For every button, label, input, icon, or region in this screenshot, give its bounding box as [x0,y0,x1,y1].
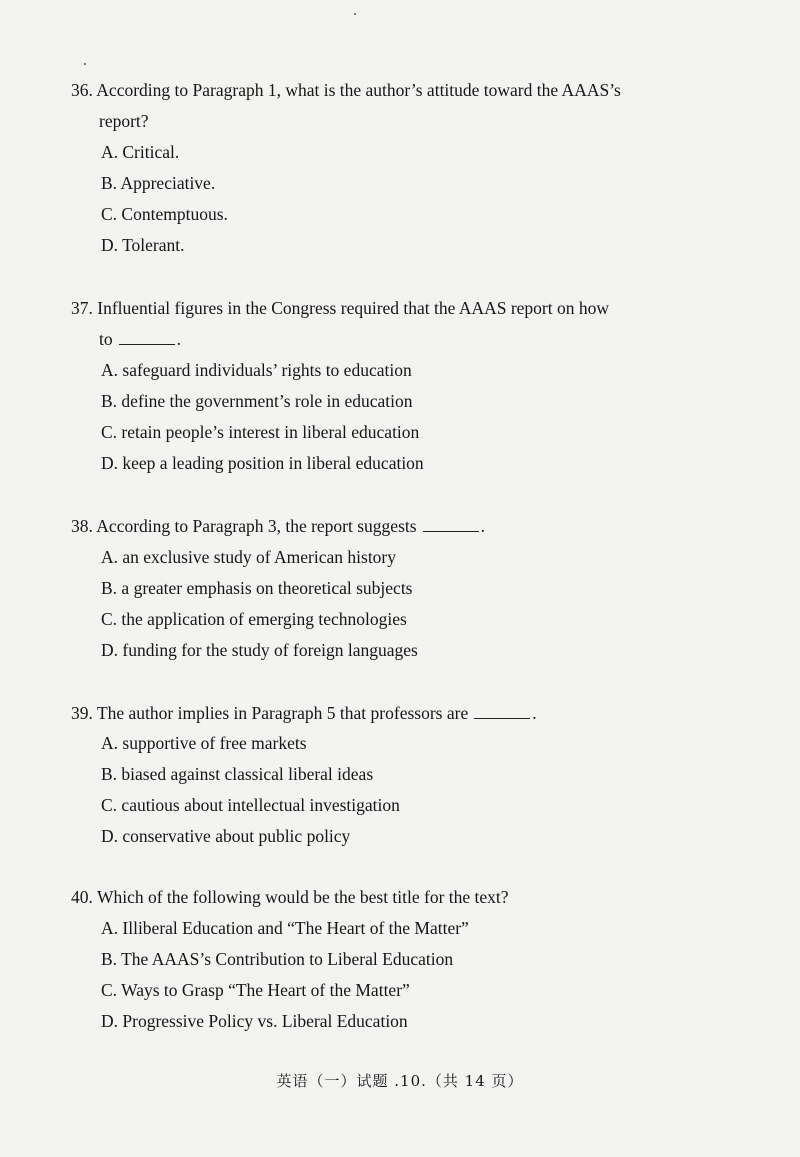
option-b[interactable]: B. Appreciative. [101,173,216,193]
question-number: 36. [71,80,93,100]
option-c[interactable]: C. Ways to Grasp “The Heart of the Matter” [101,980,410,1000]
option-d[interactable]: D. funding for the study of foreign languages [101,640,418,660]
option-b[interactable]: B. define the government’s role in education [101,391,413,411]
option-d[interactable]: D. conservative about public policy [101,826,351,846]
option-d[interactable]: D. Progressive Policy vs. Liberal Education [101,1011,408,1031]
question-stem-continuation: report? [99,111,149,131]
question-stem [71,698,537,729]
option-b[interactable]: B. The AAAS’s Contribution to Liberal Education [101,949,454,969]
option-c[interactable]: C. cautious about intellectual investigation [101,795,400,815]
question-text: Influential figures in the Congress required that the AAAS report on how [97,298,610,318]
option-a[interactable]: A. Illiberal Education and “The Heart of the Matter” [101,918,469,938]
question-text: According to Paragraph 1, what is the author’s attitude toward the AAAS’s [96,80,621,100]
answer-blank [119,329,175,345]
question-stem-continuation [99,324,181,355]
option-a[interactable]: A. safeguard individuals’ rights to education [101,360,412,380]
option-a[interactable]: A. supportive of free markets [101,733,307,753]
option-d[interactable]: D. keep a leading position in liberal education [101,453,424,473]
option-c[interactable]: C. retain people’s interest in liberal education [101,422,420,442]
option-c[interactable]: C. the application of emerging technologies [101,609,407,629]
question-number: 37. [71,298,93,318]
option-b[interactable]: B. a greater emphasis on theoretical subjects [101,578,413,598]
question-stem [71,75,621,106]
option-d[interactable]: D. Tolerant. [101,235,185,255]
question-text: The author implies in Paragraph 5 that professors are [96,703,469,723]
option-c[interactable]: C. Contemptuous. [101,204,228,224]
period: . [480,516,485,536]
answer-blank [423,516,479,532]
question-stem [71,511,485,542]
question-stem [71,882,509,913]
option-a[interactable]: A. an exclusive study of American history [101,547,397,567]
question-number: 40. [71,887,93,907]
option-a[interactable]: A. Critical. [101,142,180,162]
question-text: According to Paragraph 3, the report suggests [96,516,417,536]
scan-speck [354,13,356,15]
question-stem [71,293,609,324]
option-b[interactable]: B. biased against classical liberal ideas [101,764,374,784]
page-footer: 英语（一）试题 .10.（共 14 页） [276,1072,524,1090]
question-number: 38. [71,516,93,536]
scan-speck [84,63,86,65]
period: . [176,329,181,349]
period: . [532,703,537,723]
answer-blank [474,703,530,719]
question-text: Which of the following would be the best title for the text? [96,887,509,907]
question-number: 39. [71,703,93,723]
question-text: to [99,329,113,349]
